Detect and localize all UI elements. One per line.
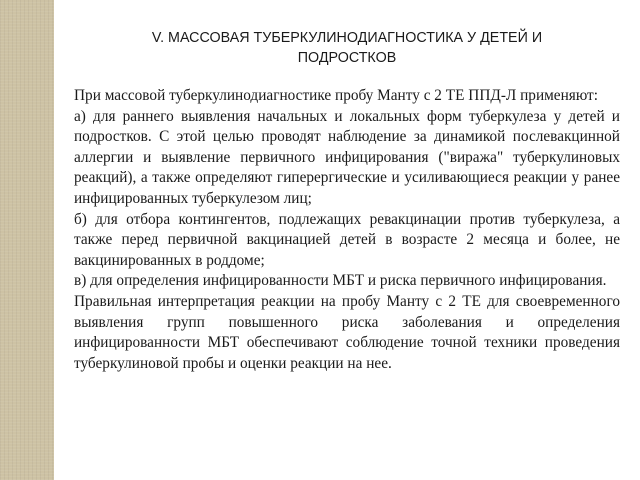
document-title: V. МАССОВАЯ ТУБЕРКУЛИНОДИАГНОСТИКА У ДЕТЕЙ И ПОДРОСТКОВ [151,30,543,66]
paragraph-intro: При массовой туберкулинодиагностике пробу Манту с 2 ТЕ ППД-Л применяют: [74,87,598,104]
paragraph-item-b: б) для отбора контингентов, подлежащих ревакцинации против туберкулеза, а также перед первичной вакцинацией детей в возрасте 2 месяца и более, не вакцинированных в роддоме; [74,210,620,269]
paragraph-item-c: в) для определения инфицированности МБТ и риска первичного инфицирования. [74,272,607,290]
decorative-side-strip [0,0,54,480]
paragraph-item-a: а) для раннего выявления начальных и локальных форм туберкулеза у детей и подростков. С этой целью проводят наблюдение за динамикой послевакцинной аллергии и выявление первичного инфицирования ("виража" туберкулиновых реакций), а также определяют гиперергические и усиливающиеся реакции у ранее инфицированных туберкулезом лиц; [74,107,620,207]
document-body [74,28,620,374]
paragraph-conclusion: Правильная интерпретация реакции на пробу Манту с 2 ТЕ для своевременного выявления групп повышенного риска заболевания и определения инфицированности МБТ обеспечивают соблюдение точной техники проведения туберкулиновой пробы и оценки реакции на нее. [74,292,620,372]
